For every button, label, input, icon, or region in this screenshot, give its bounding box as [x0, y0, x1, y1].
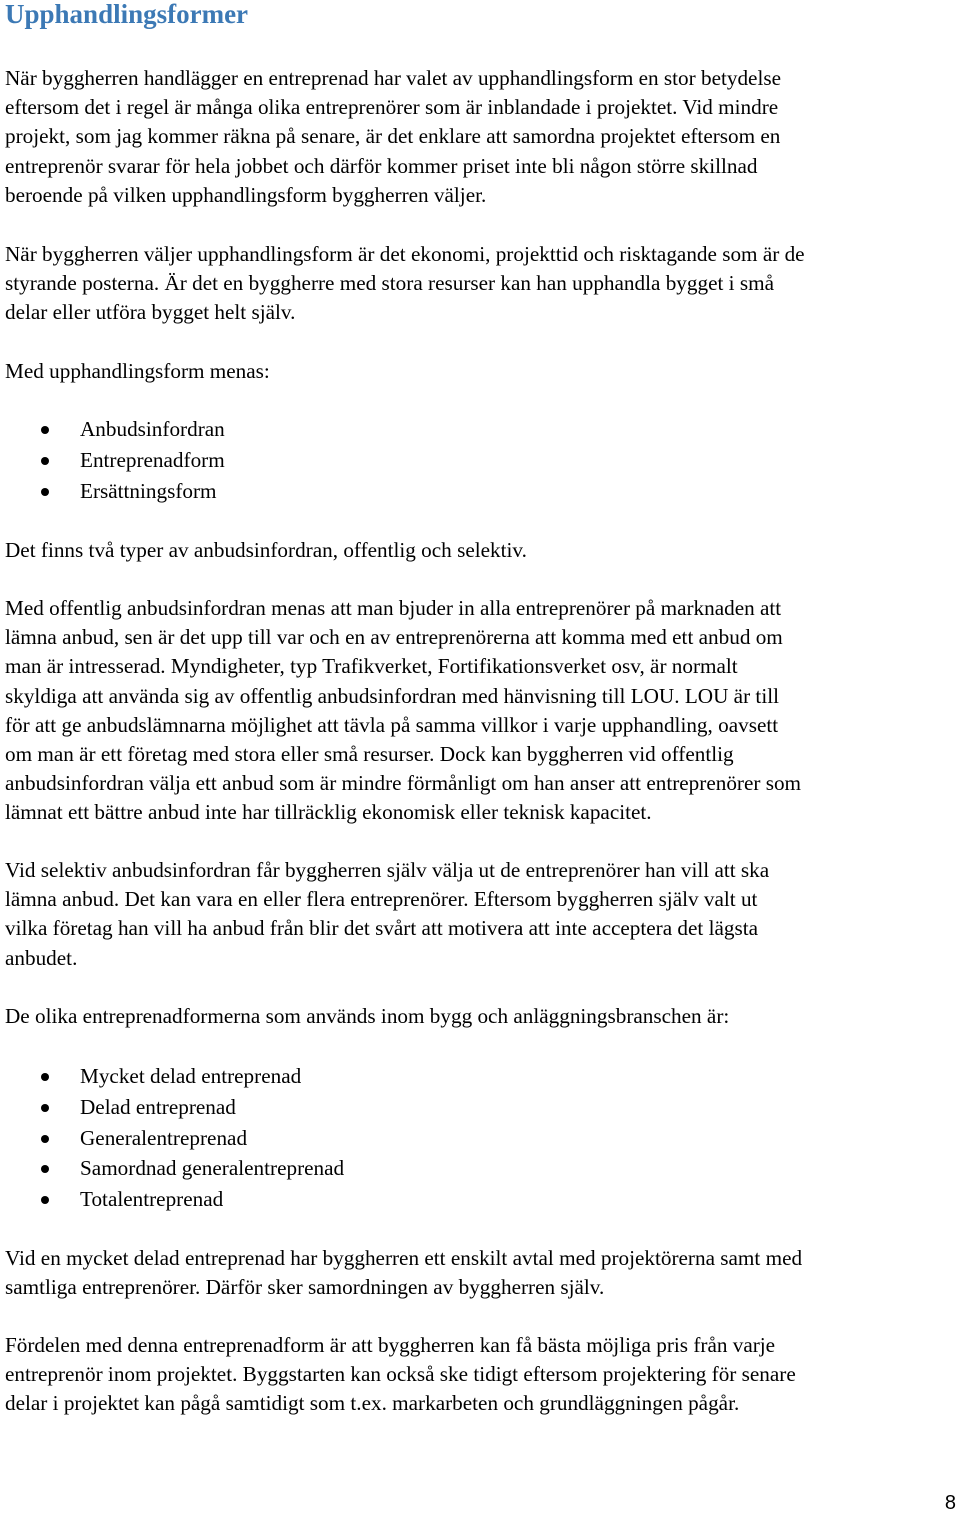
list-item: [0, 1061, 344, 1092]
paragraph-tender-types: [5, 536, 960, 565]
text-line: entreprenör svarar för hela jobbet och därför kommer priset inte bli någon större skillnad: [5, 153, 758, 178]
text-line: Med offentlig anbudsinfordran menas att man bjuder in alla entreprenörer på marknaden att: [5, 596, 782, 620]
text-line: De olika entreprenadformerna som används inom bygg och anläggningsbranschen är:: [5, 1004, 730, 1028]
list-item-label: Totalentreprenad: [80, 1187, 224, 1212]
list-item-label: Entreprenadform: [80, 447, 225, 472]
text-line: Vid selektiv anbudsinfordran får byggherren själv välja ut de entreprenörer han vill att ska: [5, 858, 770, 882]
text-line: Det finns två typer av anbudsinfordran, offentlig och selektiv.: [5, 538, 527, 562]
list-item-label: Anbudsinfordran: [80, 417, 225, 441]
page-number: 8: [944, 1492, 956, 1514]
text-line: När byggherren väljer upphandlingsform är det ekonomi, projekttid och risktagande som är de: [5, 242, 805, 266]
paragraph-economy: [5, 240, 960, 328]
list-item: [0, 1153, 344, 1184]
text-line: för att ge anbudslämnarna möjlighet att tävla på samma villkor i varje upphandling, oavsett: [5, 712, 779, 737]
text-line: man är intresserad. Myndigheter, typ Trafikverket, Fortifikationsverket osv, är normalt: [5, 654, 738, 679]
paragraph-public-tender: [5, 594, 960, 828]
list-item: [0, 476, 225, 507]
paragraph-selective-tender: [5, 856, 960, 973]
text-line: När byggherren handlägger en entreprenad har valet av upphandlingsform en stor betydelse: [5, 66, 781, 90]
text-line: delar eller utföra bygget helt själv.: [5, 300, 296, 325]
paragraph-contract-forms-intro: [5, 1002, 960, 1031]
text-line: styrande posterna. Är det en byggherre med stora resurser kan han upphandla bygget i små: [5, 271, 774, 296]
text-line: anbudet.: [5, 945, 78, 970]
bullet-icon: [41, 1135, 49, 1143]
text-line: Fördelen med denna entreprenadform är att byggherren kan få bästa möjliga pris från varje: [5, 1333, 776, 1357]
paragraph-advantages: [5, 1331, 960, 1419]
bullet-icon: [41, 426, 49, 434]
list-item-label: Delad entreprenad: [80, 1094, 236, 1119]
text-line: anbudsinfordran välja ett anbud som är mindre förmånligt om han anser att entreprenörer som: [5, 771, 802, 796]
text-line: Med upphandlingsform menas:: [5, 359, 270, 383]
list-item-label: Mycket delad entreprenad: [80, 1064, 302, 1088]
text-line: samtliga entreprenörer. Därför sker samordningen av byggherren själv.: [5, 1275, 605, 1300]
list-item: [0, 414, 225, 445]
text-line: om man är ett företag med stora eller små resurser. Dock kan byggherren vid offentlig: [5, 742, 734, 767]
bullet-icon: [41, 1196, 49, 1204]
list-item-label: Generalentreprenad: [80, 1125, 248, 1150]
text-line: projekt, som jag kommer räkna på senare, är det enklare att samordna projektet eftersom en: [5, 124, 781, 149]
bullet-list-entreprenadformer: [0, 1061, 344, 1215]
paragraph-list-intro: [5, 357, 960, 386]
list-item-label: Ersättningsform: [80, 478, 217, 503]
text-line: Vid en mycket delad entreprenad har byggherren ett enskilt avtal med projektörerna samt med: [5, 1246, 803, 1270]
text-line: eftersom det i regel är många olika entreprenörer som är inblandade i projektet. Vid mindre: [5, 95, 779, 120]
paragraph-divided-contract: [5, 1244, 960, 1302]
paragraph-intro: [5, 64, 960, 210]
text-line: skyldiga att använda sig av offentlig anbudsinfordran med hänvisning till LOU. LOU är till: [5, 683, 779, 708]
list-item: [0, 445, 225, 476]
text-line: vilka företag han vill ha anbud från blir det svårt att motivera att inte acceptera det lägsta: [5, 916, 759, 941]
text-line: lämna anbud, sen är det upp till var och en av entreprenörerna att komma med ett anbud om: [5, 625, 783, 650]
bullet-icon: [41, 1165, 49, 1173]
list-item: [0, 1092, 344, 1123]
bullet-icon: [41, 1073, 49, 1081]
section-heading: Upphandlingsformer: [5, 0, 249, 29]
bullet-list-upphandlingsform: [0, 414, 225, 506]
text-line: lämna anbud. Det kan vara en eller flera entreprenörer. Eftersom byggherren själv valt ut: [5, 887, 758, 912]
bullet-icon: [41, 457, 49, 465]
bullet-icon: [41, 1104, 49, 1112]
text-line: entreprenör inom projektet. Byggstarten kan också ske tidigt eftersom projektering för senare: [5, 1362, 796, 1387]
list-item-label: Samordnad generalentreprenad: [80, 1156, 345, 1181]
text-line: delar i projektet kan pågå samtidigt som t.ex. markarbeten och grundläggningen pågår.: [5, 1391, 740, 1416]
text-line: beroende på vilken upphandlingsform byggherren väljer.: [5, 182, 487, 207]
list-item: [0, 1184, 344, 1215]
bullet-icon: [41, 488, 49, 496]
list-item: [0, 1123, 344, 1154]
text-line: lämnat ett bättre anbud inte har tillräcklig ekonomisk eller teknisk kapacitet.: [5, 800, 652, 825]
